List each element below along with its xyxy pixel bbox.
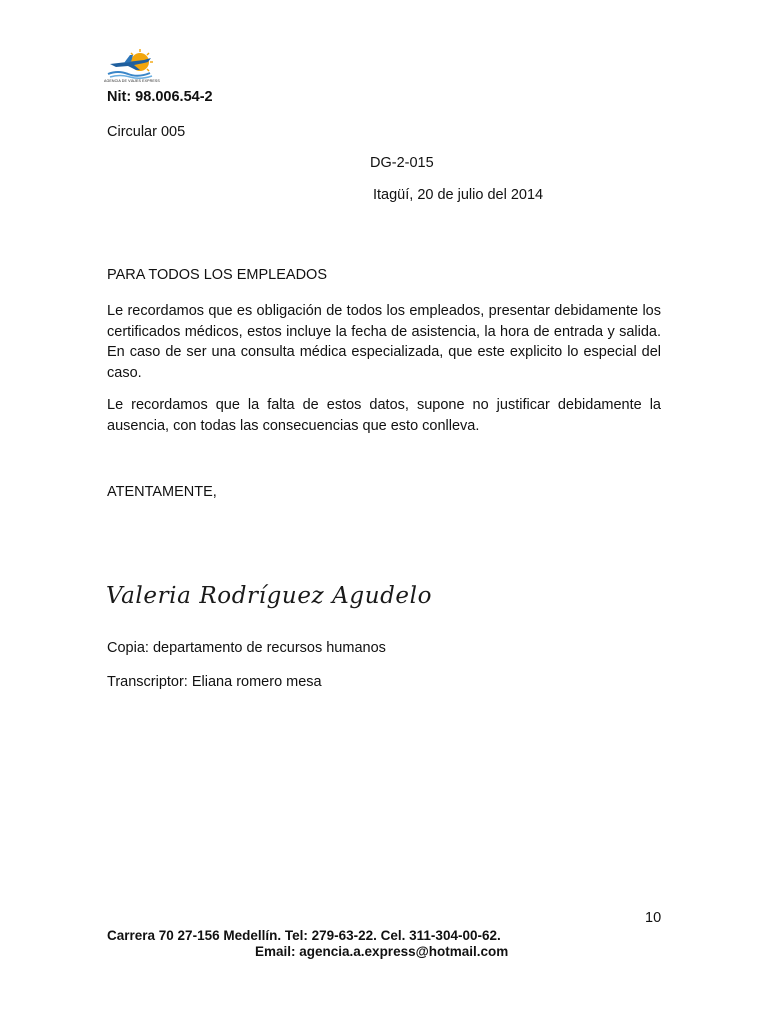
page-number: 10: [645, 910, 662, 926]
nit-number: Nit: 98.006.54-2: [107, 89, 213, 105]
body-paragraph-2: Le recordamos que la falta de estos datos, supone no justificar debidamente la ausencia, con todas las consecuencias que esto conlleva.: [107, 397, 661, 434]
place-date: Itagüí, 20 de julio del 2014: [373, 187, 544, 203]
closing: ATENTAMENTE,: [107, 484, 217, 500]
copy-line: Copia: departamento de recursos humanos: [107, 640, 386, 656]
footer-email: Email: agencia.a.express@hotmail.com: [255, 944, 509, 959]
company-logo: [104, 48, 158, 88]
document-reference: DG-2-015: [370, 155, 434, 171]
footer-address: Carrera 70 27-156 Medellín. Tel: 279-63-22. Cel. 311-304-00-62.: [107, 928, 501, 943]
circular-number: Circular 005: [107, 124, 186, 140]
body-paragraph-1: Le recordamos que es obligación de todos los empleados, presentar debidamente los certificados médicos, estos incluye la fecha de asistencia, la hora de entrada y salida. En caso de ser una consulta médica especializada, que este explicito lo especial del caso.: [107, 303, 661, 381]
signature: Valeria Rodríguez Agudelo: [106, 583, 433, 609]
recipient-heading: PARA TODOS LOS EMPLEADOS: [107, 267, 327, 283]
transcriptor-line: Transcriptor: Eliana romero mesa: [107, 674, 322, 690]
airplane-sun-logo-icon: [104, 48, 158, 80]
logo-caption: AGENCIA DE VIAJES EXPRESS: [104, 79, 160, 83]
